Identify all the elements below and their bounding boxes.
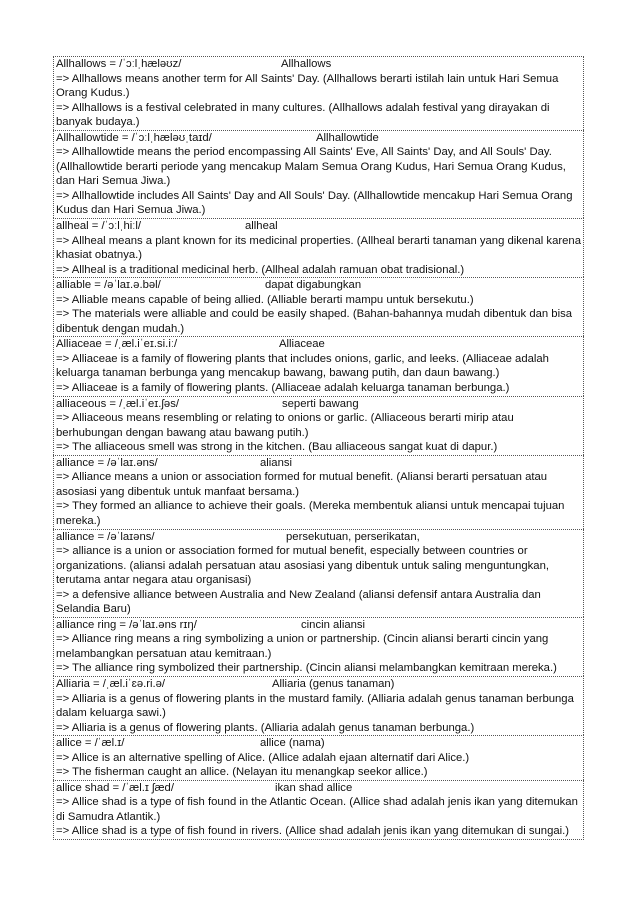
- example-line: => The alliance ring symbolized their partnership. (Cincin aliansi melambangkan kemitraan mereka.): [56, 662, 557, 675]
- gloss: Alliaria (genus tanaman): [272, 677, 395, 690]
- headword-line: [56, 131, 582, 146]
- gloss: Alliaceae: [279, 338, 325, 351]
- dictionary-entry: [53, 56, 584, 130]
- dictionary-document: [53, 56, 584, 840]
- example-line: => Allhallows means another term for All Saints' Day. (Allhallows berarti istilah lain untuk Hari Semua Orang Kudus.): [56, 72, 559, 100]
- gloss: allheal: [245, 220, 278, 233]
- dictionary-entry: [53, 780, 584, 840]
- dictionary-entry: [53, 130, 584, 218]
- example-line: => Alliaria is a genus of flowering plants in the mustard family. (Alliaria adalah genus tanaman berbunga dalam keluarga sawi.): [56, 692, 574, 720]
- dictionary-entry: [53, 735, 584, 780]
- example-line: => Allice shad is a type of fish found in the Atlantic Ocean. (Allice shad adalah jenis ikan yang ditemukan di Samudra Atlantik.): [56, 796, 578, 823]
- headword: alliance = /əˈlaɪəns/: [56, 530, 155, 543]
- dictionary-entry: [53, 455, 584, 529]
- example-line: => The materials were alliable and could be easily shaped. (Bahan-bahannya mudah dibentuk dan bisa dibentuk dengan mudah.): [56, 308, 573, 335]
- example-line: => They formed an alliance to achieve their goals. (Mereka membentuk aliansi untuk mencapai tujuan mereka.): [56, 500, 565, 527]
- gloss: Allhallowtide: [316, 131, 379, 144]
- example-line: => Alliaria is a genus of flowering plants. (Alliaria adalah genus tanaman berbunga.): [56, 721, 475, 734]
- headword-line: [56, 278, 582, 293]
- example-line: => alliance is a union or association formed for mutual benefit, especially between countries or organizations. (aliansi adalah persatuan atau asosiasi yang dibentuk untuk saling menguntungkan, terutama antar negara atau organisasi): [56, 545, 550, 587]
- dictionary-entry: [53, 396, 584, 455]
- headword-line: [56, 456, 582, 471]
- headword-line: [56, 530, 582, 545]
- dictionary-entry: [53, 617, 584, 676]
- headword-line: [56, 781, 582, 796]
- gloss: aliansi: [260, 456, 293, 469]
- example-line: => Allhallows is a festival celebrated in many cultures. (Allhallows adalah festival yang dirayakan di banyak budaya.): [56, 101, 550, 129]
- example-line: => Alliaceae is a family of flowering plants. (Alliaceae adalah keluarga tanaman berbunga.): [56, 382, 510, 395]
- gloss: persekutuan, perserikatan,: [286, 530, 420, 543]
- example-line: => Alliaceous means resembling or relating to onions or garlic. (Alliaceous berarti mirip atau berhubungan dengan bawang atau bawang putih.): [56, 412, 514, 439]
- headword: alliance ring = /əˈlaɪ.əns rɪŋ/: [56, 618, 197, 631]
- example-line: => Allheal is a traditional medicinal herb. (Allheal adalah ramuan obat tradisional.): [56, 263, 465, 276]
- gloss: seperti bawang: [282, 397, 359, 410]
- headword-line: [56, 337, 582, 352]
- headword: alliaceous = /ˌæl.iˈeɪ.ʃəs/: [56, 397, 180, 410]
- dictionary-entry: [53, 529, 584, 617]
- gloss: dapat digabungkan: [265, 279, 362, 292]
- headword: Allhallows = /ˈɔːlˌhæləʊz/: [56, 58, 182, 70]
- headword: allheal = /ˈɔːlˌhiːl/: [56, 220, 142, 233]
- example-line: => Allice is an alternative spelling of Alice. (Allice adalah ejaan alternatif dari Alice.): [56, 751, 470, 764]
- example-line: => Alliable means capable of being allied. (Alliable berarti mampu untuk bersekutu.): [56, 293, 474, 306]
- headword-line: [56, 618, 582, 633]
- example-line: => Alliaceae is a family of flowering plants that includes onions, garlic, and leeks. (Alliaceae adalah keluarga tanaman berbunga yang mencakup bawang, bawang putih, dan daun bawang.): [56, 352, 549, 380]
- example-line: => Alliance ring means a ring symbolizing a union or partnership. (Cincin aliansi berarti cincin yang melambangkan persatuan atau kemitraan.): [56, 633, 549, 660]
- gloss: cincin aliansi: [301, 618, 366, 631]
- headword: allice shad = /ˈæl.ɪ ʃæd/: [56, 781, 174, 794]
- example-line: => Allhallowtide includes All Saints' Day and All Souls' Day. (Allhallowtide mencakup Hari Semua Orang Kudus dan Hari Semua Jiwa.): [56, 189, 573, 217]
- example-line: => Allice shad is a type of fish found in rivers. (Allice shad adalah jenis ikan yang ditemukan di sungai.): [56, 825, 570, 838]
- dictionary-entry: [53, 277, 584, 336]
- headword: alliance = /əˈlaɪ.əns/: [56, 456, 158, 469]
- headword-line: [56, 219, 582, 234]
- example-line: => Allhallowtide means the period encompassing All Saints' Eve, All Saints' Day, and All Souls' Day. (Allhallowtide berarti periode yang mencakup Malam Semua Orang Kudus, Hari Semua Orang Kudus, dan Hari Semua Jiwa.): [56, 146, 566, 188]
- headword-line: [56, 736, 582, 751]
- example-line: => The alliaceous smell was strong in the kitchen. (Bau alliaceous sangat kuat di dapur.): [56, 441, 498, 454]
- headword: Alliaria = /ˌæl.iˈɛə.ri.ə/: [56, 677, 166, 690]
- dictionary-entry: [53, 676, 584, 735]
- headword: allice = /ˈæl.ɪ/: [56, 737, 125, 750]
- dictionary-entry: [53, 218, 584, 277]
- example-line: => Alliance means a union or association formed for mutual benefit. (Aliansi berarti persatuan atau asosiasi yang dibentuk untuk manfaat bersama.): [56, 471, 548, 498]
- example-line: => a defensive alliance between Australia and New Zealand (aliansi defensif antara Australia dan Selandia Baru): [56, 588, 541, 616]
- headword-line: [56, 57, 582, 72]
- headword-line: [56, 677, 582, 692]
- dictionary-entry: [53, 336, 584, 395]
- headword: alliable = /əˈlaɪ.ə.bəl/: [56, 279, 161, 292]
- example-line: => The fisherman caught an allice. (Nelayan itu menangkap seekor allice.): [56, 766, 428, 779]
- headword: Allhallowtide = /ˈɔːlˌhæləʊˌtaɪd/: [56, 131, 212, 144]
- gloss: Allhallows: [281, 58, 332, 70]
- headword-line: [56, 397, 582, 412]
- example-line: => Allheal means a plant known for its medicinal properties. (Allheal berarti tanaman yang dikenal karena khasiat obatnya.): [56, 234, 581, 262]
- headword: Alliaceae = /ˌæl.iˈeɪ.si.iː/: [56, 338, 178, 351]
- gloss: allice (nama): [260, 737, 325, 750]
- gloss: ikan shad allice: [275, 781, 353, 794]
